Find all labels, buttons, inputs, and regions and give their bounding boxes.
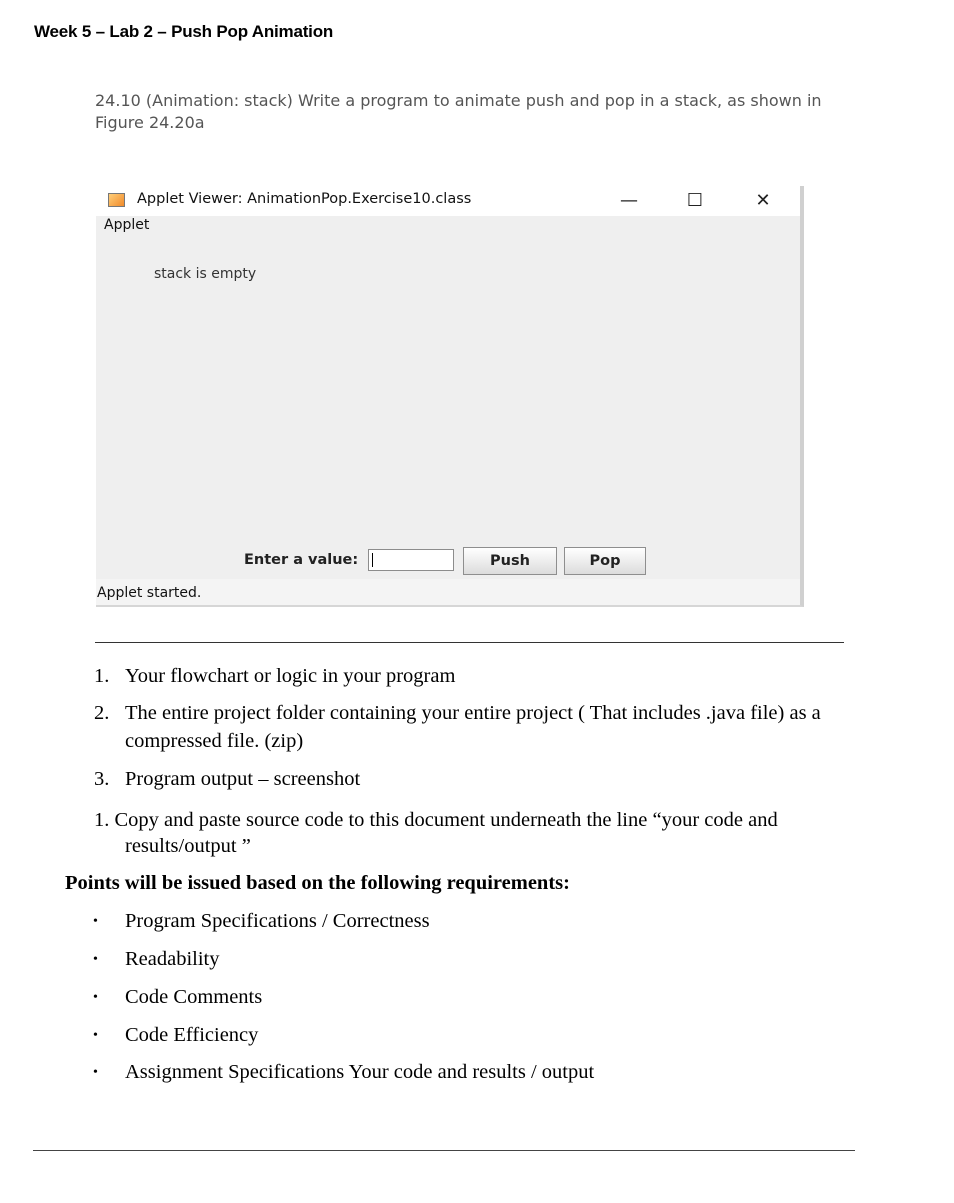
- deliverable-3-text: Program output – screenshot: [125, 768, 361, 790]
- value-input-label: Enter a value:: [244, 552, 359, 568]
- window-titlebar[interactable]: [96, 186, 800, 216]
- requirement-item: Code Comments: [125, 986, 263, 1008]
- window-title: Applet Viewer: AnimationPop.Exercise10.class: [137, 191, 472, 207]
- bullet-icon: •: [93, 1065, 98, 1080]
- maximize-button[interactable]: ☐: [686, 190, 704, 211]
- deliverable-3-number: 3.: [94, 768, 110, 790]
- bullet-icon: •: [93, 1028, 98, 1043]
- exercise-description: 24.10 (Animation: stack) Write a program to animate push and pop in a stack, as shown in Figure 24.20a: [95, 91, 822, 132]
- deliverable-1-number: 1.: [94, 665, 110, 687]
- pop-button[interactable]: Pop: [564, 547, 646, 575]
- requirement-item: Assignment Specifications Your code and results / output: [125, 1061, 595, 1083]
- deliverable-2-text-cont: compressed file. (zip): [125, 730, 304, 752]
- bullet-icon: •: [93, 914, 98, 929]
- bullet-icon: •: [93, 952, 98, 967]
- copy-note-line2: results/output ”: [125, 835, 251, 857]
- requirement-item: Readability: [125, 948, 220, 970]
- java-applet-icon: [108, 193, 125, 207]
- status-bar: [96, 579, 800, 605]
- applet-viewer-window: [96, 186, 804, 607]
- separator-line: [95, 642, 844, 643]
- deliverable-2-number: 2.: [94, 702, 110, 724]
- points-heading: Points will be issued based on the following requirements:: [65, 872, 570, 894]
- text-caret: [372, 553, 373, 567]
- close-button[interactable]: ✕: [755, 190, 771, 211]
- requirement-item: Code Efficiency: [125, 1024, 259, 1046]
- deliverable-1-text: Your flowchart or logic in your program: [125, 665, 456, 687]
- push-button[interactable]: Push: [463, 547, 557, 575]
- stack-status-message: stack is empty: [154, 266, 257, 282]
- copy-note-line1: 1. Copy and paste source code to this document underneath the line “your code and: [94, 809, 778, 831]
- footer-separator-line: [33, 1150, 855, 1151]
- menu-applet[interactable]: Applet: [104, 217, 150, 233]
- requirement-item: Program Specifications / Correctness: [125, 910, 430, 932]
- deliverable-2-text: The entire project folder containing your entire project ( That includes .java file) as a: [125, 702, 821, 724]
- bullet-icon: •: [93, 990, 98, 1005]
- status-text: Applet started.: [97, 585, 202, 601]
- value-input[interactable]: [368, 549, 454, 571]
- minimize-button[interactable]: —: [620, 190, 638, 211]
- page-heading: Week 5 – Lab 2 – Push Pop Animation: [34, 22, 334, 41]
